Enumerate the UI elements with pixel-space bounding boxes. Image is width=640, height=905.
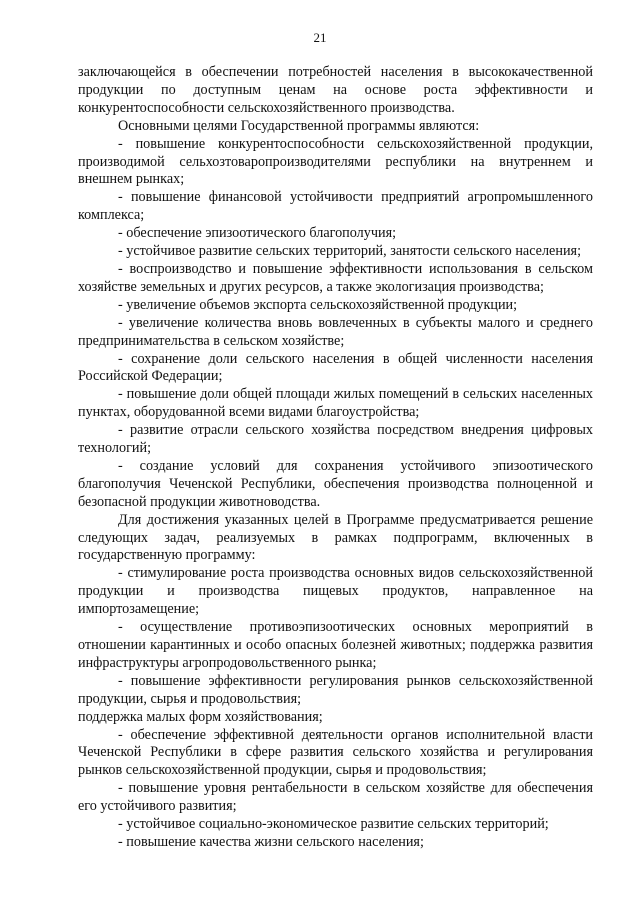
list-item: поддержка малых форм хозяйствования; <box>78 708 323 725</box>
list-item: - обеспечение эффективной деятельности органов исполнительной власти Чеченской Республики в сфере развития сельского хозяйства и регулирования рынков сельскохозяйственной продукции, сырья и продовольствия; <box>78 726 593 779</box>
list-item: - стимулирование роста производства основных видов сельскохозяйственной продукции и производства пищевых продуктов, направленное на импортозамещение; <box>78 565 593 618</box>
list-item: - устойчивое социально-экономическое развитие сельских территорий; <box>118 816 549 833</box>
list-item: - повышение качества жизни сельского населения; <box>118 833 424 850</box>
list-item: - увеличение объемов экспорта сельскохозяйственной продукции; <box>118 296 518 313</box>
paragraph: Для достижения указанных целей в Программе предусматривается решение следующих задач, реализуемых в рамках подпрограмм, включенных в государственную программу: <box>78 511 593 564</box>
list-item: - создание условий для сохранения устойчивого эпизоотического благополучия Чеченской Республики, обеспечения производства полноценной и безопасной продукции животноводства. <box>78 457 593 510</box>
list-item: - развитие отрасли сельского хозяйства посредством внедрения цифровых технологий; <box>78 422 593 457</box>
list-item: - обеспечение эпизоотического благополучия; <box>118 225 397 242</box>
list-item: - повышение финансовой устойчивости предприятий агропромышленного комплекса; <box>78 189 593 224</box>
paragraph: Основными целями Государственной программы являются: <box>118 117 480 134</box>
list-item: - увеличение количества вновь вовлеченных в субъекты малого и среднего предпринимательства в сельском хозяйстве; <box>78 314 593 349</box>
list-item: - осуществление противоэпизоотических основных мероприятий в отношении карантинных и особо опасных болезней животных; поддержка развития инфраструктуры агропродовольственного рынка; <box>78 619 593 671</box>
list-item: - сохранение доли сельского населения в общей численности населения Российской Федерации; <box>78 350 593 385</box>
list-item: - устойчивое развитие сельских территорий, занятости сельского населения; <box>118 243 582 260</box>
list-item: - воспроизводство и повышение эффективности использования в сельском хозяйстве земельных и других ресурсов, а также экологизация производства; <box>78 260 593 295</box>
list-item: - повышение уровня рентабельности в сельском хозяйстве для обеспечения его устойчивого развития; <box>78 780 593 815</box>
paragraph: заключающейся в обеспечении потребностей населения в высококачественной продукции по доступным ценам на основе роста эффективности и конкурентоспособности сельскохозяйственного производства. <box>78 64 593 116</box>
document-body <box>78 64 593 852</box>
list-item: - повышение доли общей площади жилых помещений в сельских населенных пунктах, оборудованной всеми видами благоустройства; <box>78 386 593 421</box>
page-number: 21 <box>313 30 327 45</box>
list-item: - повышение конкурентоспособности сельскохозяйственной продукции, производимой сельхозтоваропроизводителями республики на внутреннем и внешнем рынках; <box>78 135 593 188</box>
list-item: - повышение эффективности регулирования рынков сельскохозяйственной продукции, сырья и продовольствия; <box>78 672 593 707</box>
